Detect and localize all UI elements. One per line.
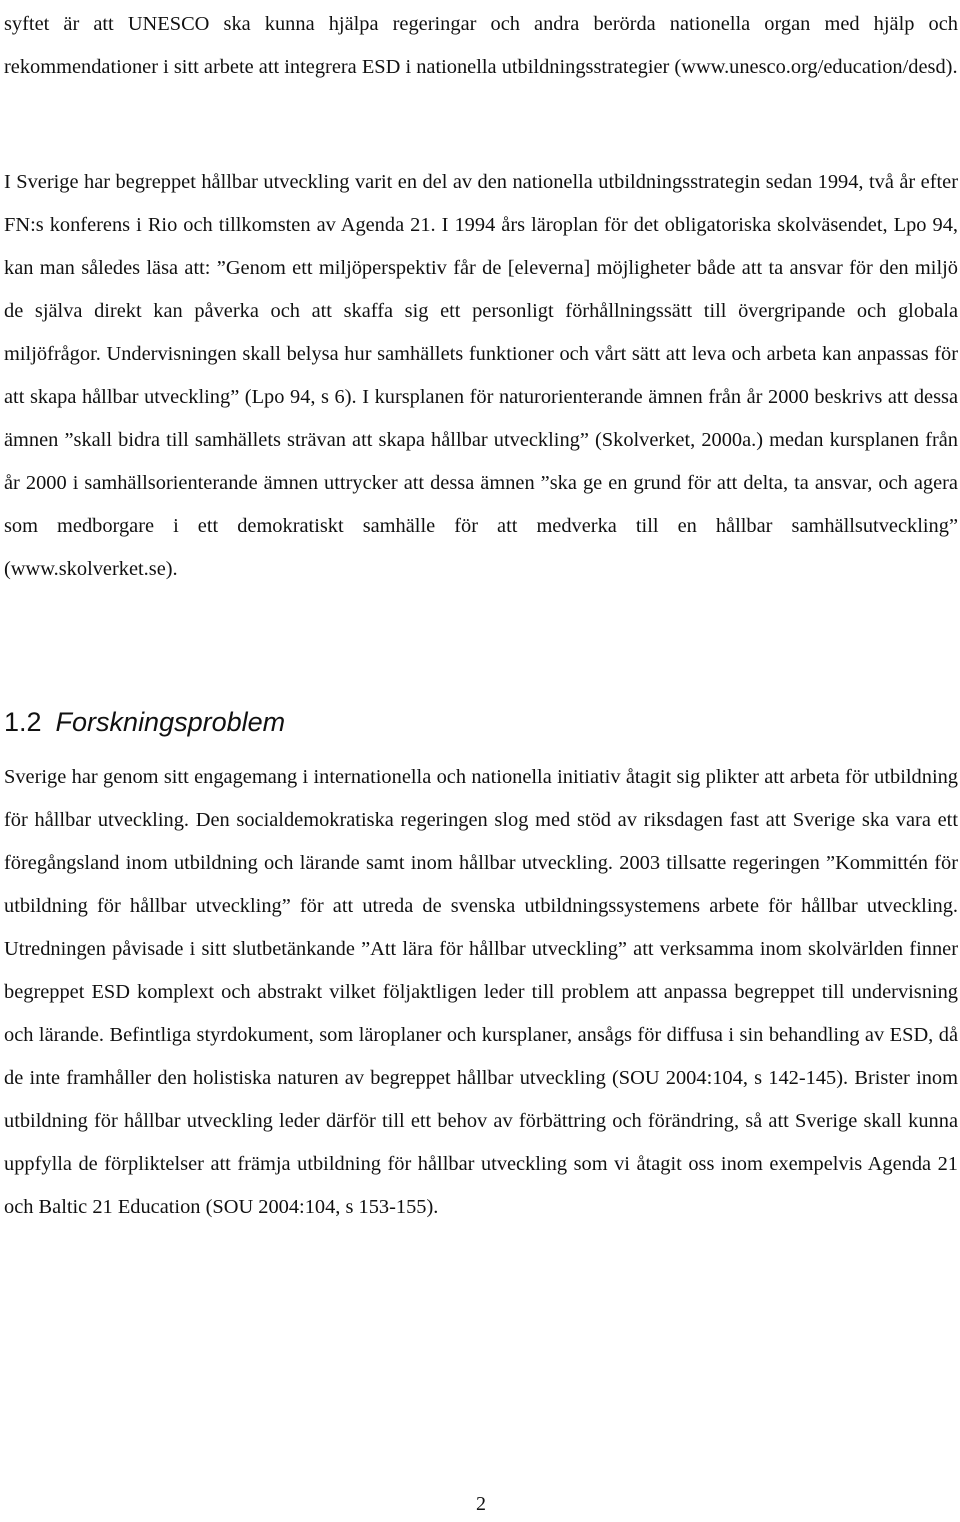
paragraph-sverige-curriculum: I Sverige har begreppet hållbar utveckling varit en del av den nationella utbildningsstrategin sedan 1994, två år efter FN:s konferens i Rio och tillkomsten av Agenda 21. I 1994 års läroplan för det obligatoriska skolväsendet, Lpo 94, kan man således läsa att: ”Genom ett miljöperspektiv får de [eleverna] möjligheter både att ta ansvar för den miljö de själva direkt kan påverka och att skaffa sig ett personligt förhållningssätt till övergripande och globala miljöfrågor. Undervisningen skall belysa hur samhällets funktioner och vårt sätt att leva och arbeta kan anpassas för att skapa hållbar utveckling” (Lpo 94, s 6). I kursplanen för naturorienterande ämnen från år 2000 beskrivs att dessa ämnen ”skall bidra till samhällets strävan att skapa hållbar utveckling” (Skolverket, 2000a.) medan kursplanen från år 2000 i samhällsorienterande ämnen uttrycker att dessa ämnen ”ska ge en grund för att delta, ta ansvar, och agera som medborgare i ett demokratiskt samhälle för att medverka till en hållbar samhällsutveckling” (www.skolverket.se). xyxy=(4,171,958,580)
paragraph-research-problem: Sverige har genom sitt engagemang i internationella och nationella initiativ åtagit sig plikter att arbeta för utbildning för hållbar utveckling. Den socialdemokratiska regeringen slog med stöd av riksdagen fast att Sverige ska vara ett föregångsland inom utbildning och lärande samt inom hållbar utveckling. 2003 tillsatte regeringen ”Kommittén för utbildning för hållbar utveckling” för att utreda de svenska utbildningssystemens arbete för hållbar utveckling. Utredningen påvisade i sitt slutbetänkande ”Att lära för hållbar utveckling” att verksamma inom skolvärlden finner begreppet ESD komplext och abstrakt vilket följaktligen leder till problem att anpassa begreppet till undervisning och lärande. Befintliga styrdokument, som läroplaner och kursplaner, ansågs för diffusa i sin behandling av ESD, då de inte framhåller den holistiska naturen av begreppet hållbar utveckling (SOU 2004:104, s 142-145). Brister inom utbildning för hållbar utveckling leder därför till ett behov av förbättring och förändring, så att Sverige skall kunna uppfylla de förpliktelser att främja utbildning för hållbar utveckling som vi åtagit oss inom exempelvis Agenda 21 och Baltic 21 Education (SOU 2004:104, s 153-155). xyxy=(4,766,958,1218)
section-heading xyxy=(4,702,285,742)
paragraph-unesco-intro: syftet är att UNESCO ska kunna hjälpa regeringar och andra berörda nationella organ med hjälp och rekommendationer i sitt arbete att integrera ESD i nationella utbildningsstrategier (www.unesco.org/education/desd). xyxy=(4,13,958,78)
document-page xyxy=(4,0,958,1522)
section-number: 1.2 xyxy=(4,707,42,737)
page-number: 2 xyxy=(476,1493,486,1515)
section-title: Forskningsproblem xyxy=(55,707,286,737)
